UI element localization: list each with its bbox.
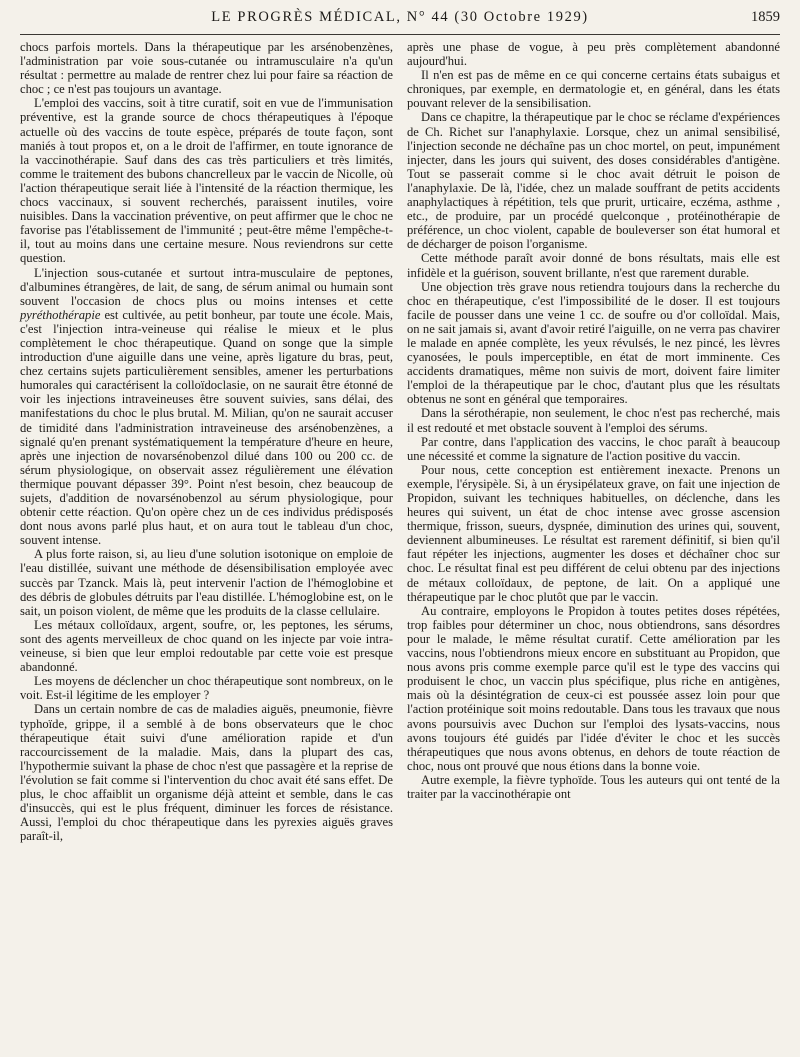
text-columns: [20, 40, 780, 1049]
paragraph: Les métaux colloïdaux, argent, soufre, or, les peptones, les sérums, sont des agents merveilleux de choc quand on les injecte par voie intra-veineuse, si bien que leur emploi redoutable par cette voie est presque abandonné.: [20, 617, 393, 675]
page-number: 1859: [751, 9, 780, 25]
paragraph: [20, 266, 393, 548]
paragraph: chocs parfois mortels. Dans la thérapeutique par les arsénobenzènes, l'administration par voie sous-cutanée ou intramusculaire n'a qu'un résultat : permettre au malade de rentrer chez lui pour faire sa réaction de choc ; ce n'est pas toujours un avantage.: [20, 40, 393, 97]
running-header: [20, 6, 780, 35]
journal-title: LE PROGRÈS MÉDICAL, N° 44 (30 Octobre 1929): [211, 9, 589, 25]
paragraph: A plus forte raison, si, au lieu d'une solution isotonique on emploie de l'eau distillée, suivant une méthode de désensibilisation employée avec succès par Tzanck. Mais là, peut intervenir l'action de l'hémoglobine et des débris de globules détruits par l'eau distillée. L'hémoglobine est, on le sait, un poison violent, de même que les produits de la classe cellulaire.: [20, 547, 393, 618]
paragraph-text: est cultivée, au petit bonheur, par toute une école. Mais, c'est l'injection intra-veineuse qui réalise le mieux et le plus complètement le choc thérapeutique. Quand on songe que la simple introduction d'une aiguille dans une veine, après ligature du bras, peut, chez certains sujets particulièrement sensibles, amener les perturbations humorales qui caractérisent la colloïdoclasie, on ne saurait être étonné de voir les injections intraveineuses être souvent suivies, sans délai, des manifestations du choc le plus brutal. M. Milian, qu'on ne saurait accuser de timidité dans l'administration intraveineuse des arsénobenzènes, a signalé qu'en prenant systématiquement la température d'heure en heure, après une injection de novarsénobenzol dilué dans 100 ou 200 cc. de sérum physiologique, on observait assez régulièrement une élévation thermique pouvant dépasser 39°. Point n'est besoin, chez beaucoup de sujets, d'addition de novarsénobenzol au sérum physiologique, pour obtenir cette réaction. Qu'on opère chez un de ces individus prédisposés dont nous avons parlé plus haut, et on aura tout le tableau d'un choc, souvent intense.: [20, 307, 393, 548]
paragraph: Dans ce chapitre, la thérapeutique par le choc se réclame d'expériences de Ch. Richet sur l'anaphylaxie. Lorsque, chez un animal sensibilisé, l'injection seconde ne déchaîne pas un choc mortel, on peut, impunément injecter, dans les jours qui suivent, des doses considérables d'antigène. Tout se passerait comme si le choc avait détruit le poison de l'anaphylaxie. De là, l'idée, chez un malade souffrant de petits accidents anaphylactiques à répétition, tels que prurit, urticaire, eczéma, asthme , etc., de produire, par un procédé quelconque , protéinothérapie de préférence, un choc violent, capable de bouleverser son état humoral et de décharger de poison l'organisme.: [407, 110, 780, 252]
paragraph: Dans un certain nombre de cas de maladies aiguës, pneumonie, fièvre typhoïde, grippe, il a semblé à de bons observateurs que le choc thérapeutique était suivi d'une amélioration rapide et d'un raccourcissement de la maladie. Mais, dans la plupart des cas, l'hypothermie suivant la phase de choc n'est que passagère et la reprise de l'évolution se fait comme si l'intervention du choc avait été sans effet. De plus, le choc affaiblit un organisme déjà atteint et semble, dans le cas d'insuccès, qui est le plus fréquent, diminuer les forces de résistance. Aussi, l'emploi du choc thérapeutique dans les pyrexies aiguës graves paraît-il,: [20, 702, 393, 844]
right-column: [407, 40, 780, 1049]
paragraph: après une phase de vogue, à peu près complètement abandonné aujourd'hui.: [407, 40, 780, 69]
paragraph: Par contre, dans l'application des vaccins, le choc paraît à beaucoup une nécessité et comme la signature de l'action positive du vaccin.: [407, 434, 780, 463]
paragraph: Il n'en est pas de même en ce qui concerne certains états subaigus et chroniques, par exemple, en dermatologie et, en général, dans les états pouvant relever de la sensibilisation.: [407, 68, 780, 111]
paragraph: Autre exemple, la fièvre typhoïde. Tous les auteurs qui ont tenté de la traiter par la vaccinothérapie ont: [407, 772, 780, 801]
paragraph: Au contraire, employons le Propidon à toutes petites doses répétées, trop faibles pour déterminer un choc, nous obtiendrons, sans désordres pour le malade, le même résultat curatif. Cette amélioration par les vaccins, nous l'obtiendrons mieux encore en substituant au Propidon, que nous avons pris comme exemple parce qu'il est le type des vaccins qui produisent le choc, un vaccin plus spécifique, plus riche en antigènes, mais où la désintégration de ceux-ci est poussée assez loin pour que l'action protéinique soit moins redoutable. Dans tous les travaux que nous avons poursuivis avec Duchon sur l'emploi des lysats-vaccins, nous avons toujours été guidés par l'idée d'éviter le choc et les succès thérapeutiques que nous avons obtenus, en dehors de toute réaction de choc, nous ont prouvé que nous étions dans la bonne voie.: [407, 603, 780, 773]
paragraph: Pour nous, cette conception est entièrement inexacte. Prenons un exemple, l'érysipèle. Si, à un érysipélateux grave, on fait une injection de Propidon, suivant les techniques habituelles, on déclenche, dans les heures qui suivent, un état de choc intense avec grosse ascension thermique, frisson, sueurs, dyspnée, diminution des urines qui, souvent, deviennent albumineuses. Le résultat est rarement définitif, si bien qu'il faut répéter les injections, augmenter les doses et déchaîner choc sur choc. Le résultat final est peu différent de celui obtenu par des injections de métaux colloïdaux, de peptone, de lait. On a appliqué une thérapeutique par le choc plutôt que par le vaccin.: [407, 462, 780, 604]
paragraph: Les moyens de déclencher un choc thérapeutique sont nombreux, on le voit. Est-il légitime de les employer ?: [20, 674, 393, 703]
paragraph: Une objection très grave nous retiendra toujours dans la recherche du choc en thérapeutique, c'est l'impossibilité de le doser. Il est toujours facile de pousser dans une veine 1 cc. de soufre ou d'or colloïdal. Mais, on ne sait jamais si, avant d'avoir retiré l'aiguille, on ne verra pas chavirer le malade en apnée complète, les yeux révulsés, le nez pincé, les lèvres cyanosées, le pouls imperceptible, en état de mort imminente. Ces accidents dramatiques, même non suivis de mort, doivent faire limiter l'emploi de la thérapeutique par le choc, d'autant plus que les résultats obtenus ne sont en général que temporaires.: [407, 279, 780, 407]
paragraph-text: L'injection sous-cutanée et surtout intra-musculaire de peptones, d'albumines étrangères, de lait, de sang, de sérum animal ou humain sont souvent l'occasion de chocs plus ou moins intenses et cette: [20, 265, 393, 308]
emphasized-term: pyréthothérapie: [20, 307, 101, 322]
paragraph: Cette méthode paraît avoir donné de bons résultats, mais elle est infidèle et la guérison, souvent brillante, n'est que rarement durable.: [407, 251, 780, 280]
paragraph: L'emploi des vaccins, soit à titre curatif, soit en vue de l'immunisation préventive, est la grande source de chocs thérapeutiques à l'époque actuelle où des vaccins de toute espèce, préparés de toute façon, sont maniés à tout propos et, on a le droit de l'affirmer, en toute ignorance de la vaccinothérapie. Sauf dans des cas très particuliers et très limités, comme le traitement des bubons chancrelleux par le vaccin de Nicolle, où l'action thérapeutique serait liée à l'intensité de la réaction thermique, les chocs vaccinaux, si souvent recherchés, paraissent inutiles, voire nuisibles. Dans la vaccination préventive, on peut affirmer que le choc ne favorise pas l'établissement de l'immunité ; peut-être même l'empêche-t-il, tout au moins dans une certaine mesure. Nous reviendrons sur cette question.: [20, 96, 393, 266]
left-column: [20, 40, 393, 1049]
paragraph: Dans la sérothérapie, non seulement, le choc n'est pas recherché, mais il est redouté et met obstacle souvent à l'emploi des sérums.: [407, 406, 780, 435]
